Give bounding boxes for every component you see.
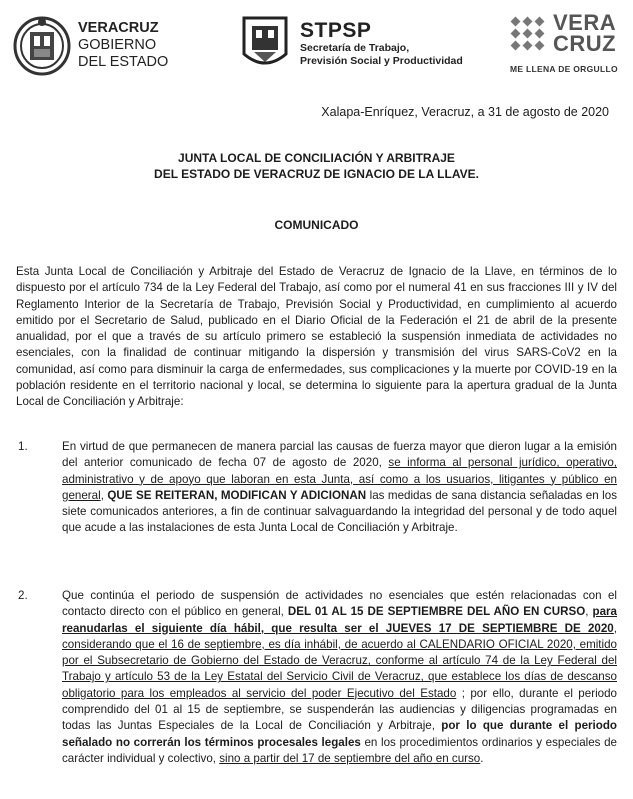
item2-bold-period: DEL 01 AL 15 DE SEPTIEMBRE DEL AÑO EN CURSO (287, 605, 586, 619)
veracruz-brand-logotype (553, 12, 616, 54)
stpsp-subtitle-2: Previsión Social y Productividad (300, 55, 463, 67)
title-line2: DEL ESTADO DE VERACRUZ DE IGNACIO DE LA LLAVE. (154, 167, 479, 181)
document-subtitle: COMUNICADO (274, 218, 359, 232)
place-date: Xalapa-Enríquez, Veracruz, a 31 de agosto de 2020 (321, 105, 609, 119)
item2-bold-underlined-date: JUEVES 17 DE SEPTIEMBRE DE 2020 (385, 621, 614, 635)
item2-text-b: , (585, 605, 593, 619)
item2-text-e: . (480, 751, 484, 765)
item1-text-b: , (100, 488, 108, 502)
item-number: 1. (18, 440, 28, 453)
item2-underlined-end: sino a partir del 17 de septiembre del año en curso (219, 751, 481, 765)
veracruz-government-logotype (78, 20, 168, 71)
item-text (62, 588, 617, 767)
intro-paragraph: Esta Junta Local de Conciliación y Arbitraje del Estado de Veracruz de Ignacio de la Llave, en términos de lo dispuesto por el artículo 734 de la Ley Federal del Trabajo, así como por el numeral 41 en sus fracciones III y IV del Reglamento Interior de la Secretaría de Trabajo, Previsión Social y Productividad, en cumplimiento al acuerdo emitido por el Secretario de Salud, publicado en el Diario Oficial de la Federación el 21 de abril de la presente anualidad, por el que a través de su artículo primero se estableció la suspensión inmediata de actividades no esenciales, con la finalidad de continuar mitigando la dispersión y transmisión del virus SARS-CoV2 en la comunidad, así como para disminuir la carga de enfermedades, sus complicaciones y la muerte por COVID-19 en la población residente en el territorio nacional y local, se determina lo siguiente para la apertura gradual de la Junta Local de Conciliación y Arbitraje: (16, 265, 617, 409)
brand-slogan: ME LLENA DE ORGULLO (510, 64, 618, 74)
item2-text-c: ; por ello, durante el periodo comprendido del 01 al 15 de septiembre, se suspenderán las audiencias y diligencias programadas en todas las Juntas Especiales de la Local de Conciliación y Arbitraje, (62, 686, 617, 733)
stpsp-seal-icon (238, 14, 292, 72)
title-line1: JUNTA LOCAL DE CONCILIACIÓN Y ARBITRAJE (178, 151, 455, 165)
stpsp-subtitle-1: Secretaría de Trabajo, (300, 42, 410, 54)
item2-underlined-text: , considerando que el 16 de septiembre, es día inhábil, de acuerdo al CALENDARIO OFICIAL 2020, emitido por el Subsecretario de Gobierno del Estado de Veracruz, conforme al artículo 74 de la Ley Federal del Trabajo y artículo 53 de la Ley Estatal del Servicio Civil de Veracruz, que establece los días de descanso obligatorio para los empleados al servicio del poder Ejecutivo del Estado (62, 621, 617, 700)
item2-text-d: en los procedimientos ordinarios y especiales de carácter individual y colectivo, (62, 735, 617, 765)
veracruz-state-seal-icon (12, 14, 72, 76)
stpsp-title: STPSP (300, 19, 372, 42)
item1-text-a: En virtud de que permanecen de manera parcial las causas de fuerza mayor que dieron lugar a la emisión del anterior comunicado de fecha 07 de agosto de 2020, (62, 440, 617, 470)
stpsp-logotype (300, 20, 463, 68)
item2-bold-text: por lo que durante el periodo señalado no correrán los términos procesales legales (62, 719, 618, 749)
item1-underlined-text: se informa al personal jurídico, operativo, administrativo y de apoyo que laboran en esta Junta, así como a los usuarios, litigantes y público en general (62, 456, 617, 502)
veracruz-line1: VERACRUZ (78, 20, 159, 36)
item-text (62, 439, 617, 537)
veracruz-line3: DEL ESTADO (78, 54, 169, 70)
brand-line1: VERA (553, 10, 617, 35)
item2-text-a: Que continúa el periodo de suspensión de actividades no esenciales que estén relacionadas con el contacto directo con el público en general, (62, 589, 617, 619)
item2-bold-underlined-text: para reanudarlas el siguiente día hábil, que resulta ser el (62, 605, 617, 635)
veracruz-line2: GOBIERNO (78, 37, 157, 53)
item-number: 2. (18, 589, 28, 602)
item1-text-c: las medidas de sana distancia señaladas en los siete comunicados anteriores, a fin de continuar salvaguardando la integridad del personal y de todo aquel que acude a las instalaciones de esta Junta Local de Conciliación y Arbitraje. (62, 488, 617, 535)
brand-line2: CRUZ (553, 31, 617, 56)
veracruz-brand-pattern-icon (508, 14, 548, 58)
letterhead (0, 0, 633, 100)
document-title (0, 150, 633, 182)
item1-bold-text: QUE SE REITERAN, MODIFICAN Y ADICIONAN (107, 488, 367, 502)
